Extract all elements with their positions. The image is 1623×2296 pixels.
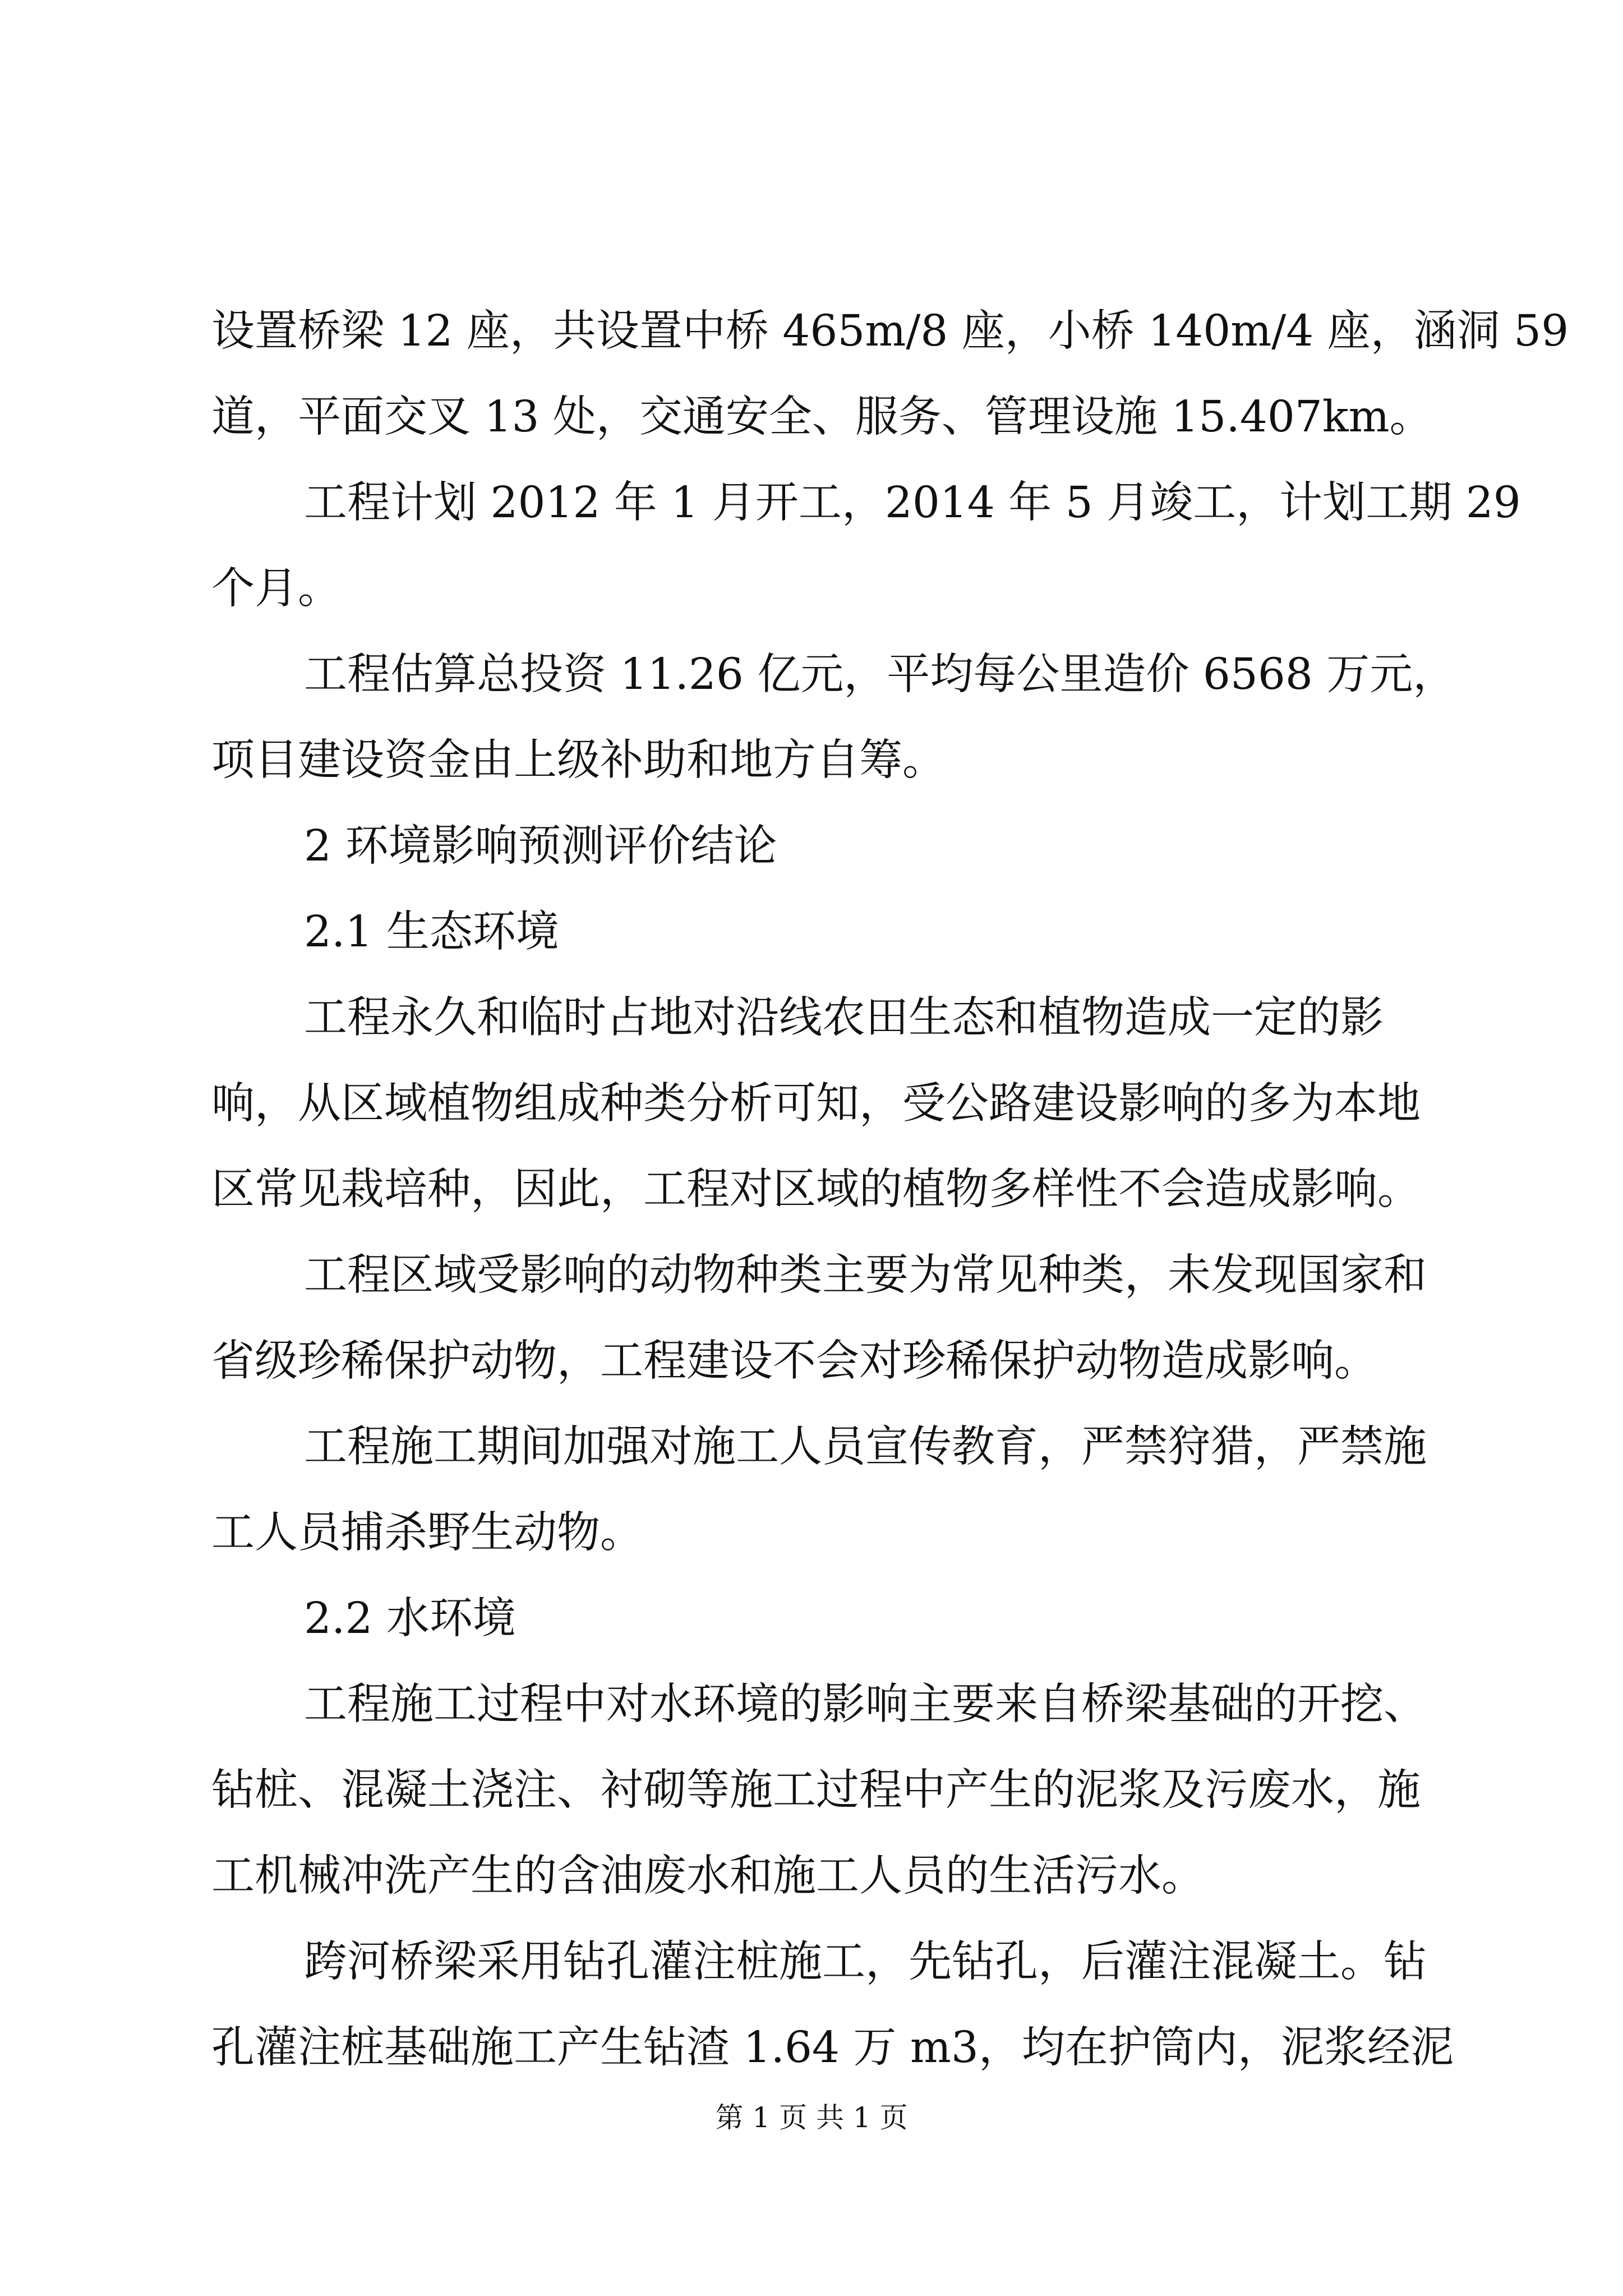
text-line: 跨河桥梁采用钻孔灌注桩施工，先钻孔，后灌注混凝土。钻 — [304, 1937, 1427, 1987]
subsection-heading: 2.1 生态环境 — [304, 907, 559, 957]
text-line: 工程永久和临时占地对沿线农田生态和植物造成一定的影 — [304, 993, 1384, 1043]
text-line: 道，平面交叉 13 处，交通安全、服务、管理设施 15.407km。 — [211, 392, 1433, 442]
subsection-heading: 2.2 水环境 — [304, 1594, 516, 1644]
text-line: 工程施工期间加强对施工人员宣传教育，严禁狩猎，严禁施 — [304, 1422, 1427, 1472]
text-line: 工程估算总投资 11.26 亿元，平均每公里造价 6568 万元， — [304, 650, 1456, 700]
text-line: 工程施工过程中对水环境的影响主要来自桥梁基础的开挖、 — [304, 1680, 1427, 1729]
text-line: 工程计划 2012 年 1 月开工，2014 年 5 月竣工，计划工期 29 — [304, 478, 1521, 528]
text-line: 个月。 — [211, 564, 341, 614]
text-line: 设置桥梁 12 座，共设置中桥 465m/8 座，小桥 140m/4 座，涵洞 59 — [211, 306, 1569, 356]
text-line: 响，从区域植物组成种类分析可知，受公路建设影响的多为本地 — [211, 1079, 1421, 1129]
text-line: 钻桩、混凝土浇注、衬砌等施工过程中产生的泥浆及污废水，施 — [211, 1765, 1421, 1815]
section-heading: 2 环境影响预测评价结论 — [304, 821, 777, 871]
text-line: 区常见栽培种，因此，工程对区域的植物多样性不会造成影响。 — [211, 1165, 1421, 1214]
text-line: 孔灌注桩基础施工产生钻渣 1.64 万 m3，均在护筒内，泥浆经泥 — [211, 2023, 1454, 2073]
text-line: 省级珍稀保护动物，工程建设不会对珍稀保护动物造成影响。 — [211, 1336, 1377, 1386]
text-line: 工人员捕杀野生动物。 — [211, 1508, 643, 1558]
text-line: 项目建设资金由上级补助和地方自筹。 — [211, 735, 946, 785]
text-line: 工机械冲洗产生的含油废水和施工人员的生活污水。 — [211, 1851, 1205, 1901]
page-footer: 第 1 页 共 1 页 — [715, 2101, 908, 2134]
text-line: 工程区域受影响的动物种类主要为常见种类，未发现国家和 — [304, 1250, 1427, 1300]
